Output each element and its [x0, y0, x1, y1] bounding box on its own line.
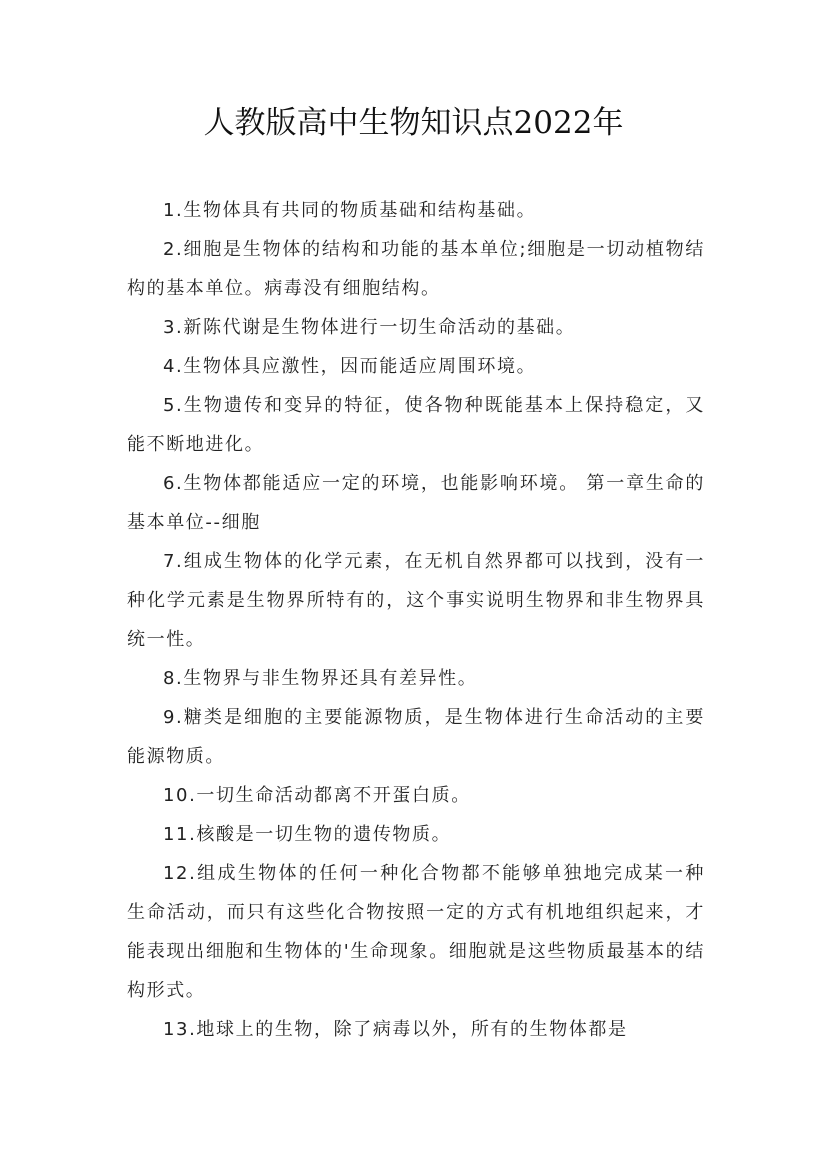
- paragraph-1: 1.生物体具有共同的物质基础和结构基础。: [163, 200, 537, 221]
- paragraph-7: 7.组成生物体的化学元素，在无机自然界都可以找到，没有一种化学元素是生物界所特有的，这个事实说明生物界和非生物界具统一性。: [127, 551, 705, 650]
- document-body: [127, 191, 705, 1049]
- paragraph-2: 2.细胞是生物体的结构和功能的基本单位;细胞是一切动植物结构的基本单位。病毒没有细胞结构。: [127, 239, 705, 299]
- paragraph-5: 5.生物遗传和变异的特征，使各物种既能基本上保持稳定，又能不断地进化。: [127, 395, 705, 455]
- paragraph-6: 6.生物体都能适应一定的环境，也能影响环境。 第一章生命的基本单位--细胞: [127, 473, 705, 533]
- paragraph-8: 8.生物界与非生物界还具有差异性。: [163, 668, 478, 689]
- paragraph-3: 3.新陈代谢是生物体进行一切生命活动的基础。: [163, 317, 576, 338]
- paragraph-12: 12.组成生物体的任何一种化合物都不能够单独地完成某一种生命活动，而只有这些化合物按照一定的方式有机地组织起来，才能表现出细胞和生物体的'生命现象。细胞就是这些物质最基本的结构形式。: [127, 863, 705, 1001]
- paragraph-11: 11.核酸是一切生物的遗传物质。: [163, 824, 452, 845]
- document-title: 人教版高中生物知识点2022年: [203, 105, 624, 141]
- paragraph-4: 4.生物体具应激性，因而能适应周围环境。: [163, 356, 537, 377]
- paragraph-9: 9.糖类是细胞的主要能源物质，是生物体进行生命活动的主要能源物质。: [127, 707, 705, 767]
- paragraph-13: 13.地球上的生物，除了病毒以外，所有的生物体都是: [163, 1019, 628, 1040]
- paragraph-10: 10.一切生命活动都离不开蛋白质。: [163, 785, 471, 806]
